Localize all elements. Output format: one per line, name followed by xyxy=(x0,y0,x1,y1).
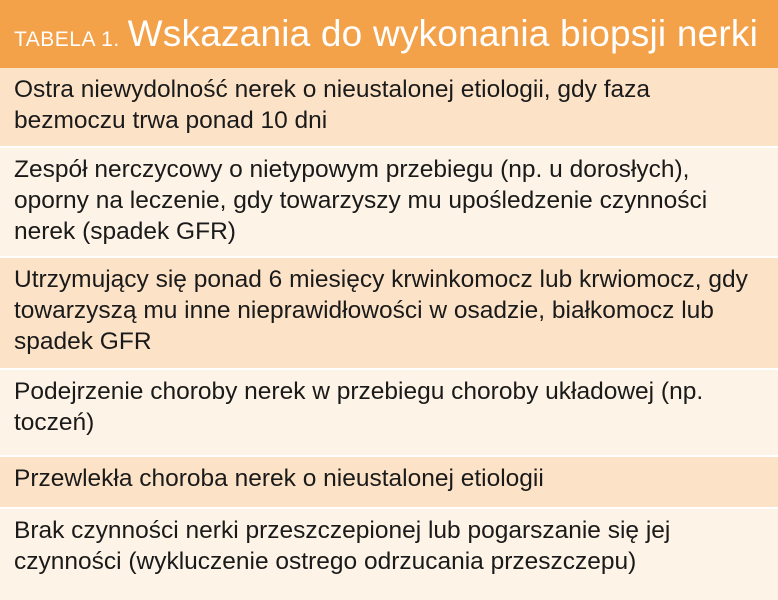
table-number-label: TABELA 1. xyxy=(14,28,120,51)
row-text: Brak czynności nerki przeszczepionej lub pogarszanie się jej czynności (wykluczenie ostrego odrzucania przeszczepu) xyxy=(14,517,671,575)
table-row xyxy=(0,68,778,146)
table-row xyxy=(0,457,778,507)
table-header xyxy=(0,0,778,68)
row-text: Podejrzenie choroby nerek w przebiegu choroby układowej (np. toczeń) xyxy=(14,378,704,436)
table-row xyxy=(0,148,778,256)
row-text: Utrzymujący się ponad 6 miesięcy krwinkomocz lub krwiomocz, gdy towarzyszą mu inne nieprawidłowości w osadzie, białkomocz lub spadek GFR xyxy=(14,266,748,355)
table-row xyxy=(0,509,778,600)
row-text: Ostra niewydolność nerek o nieustalonej etiologii, gdy faza bezmoczu trwa ponad 10 dni xyxy=(14,76,651,134)
table-row xyxy=(0,370,778,455)
row-text: Zespół nerczycowy o nietypowym przebiegu (np. u dorosłych), oporny na leczenie, gdy towarzyszy mu upośledzenie czynności nerek (spadek GFR) xyxy=(14,156,708,245)
table-row xyxy=(0,258,778,368)
table-title: Wskazania do wykonania biopsji nerki xyxy=(127,13,759,54)
row-text: Przewlekła choroba nerek o nieustalonej etiologii xyxy=(14,465,544,492)
